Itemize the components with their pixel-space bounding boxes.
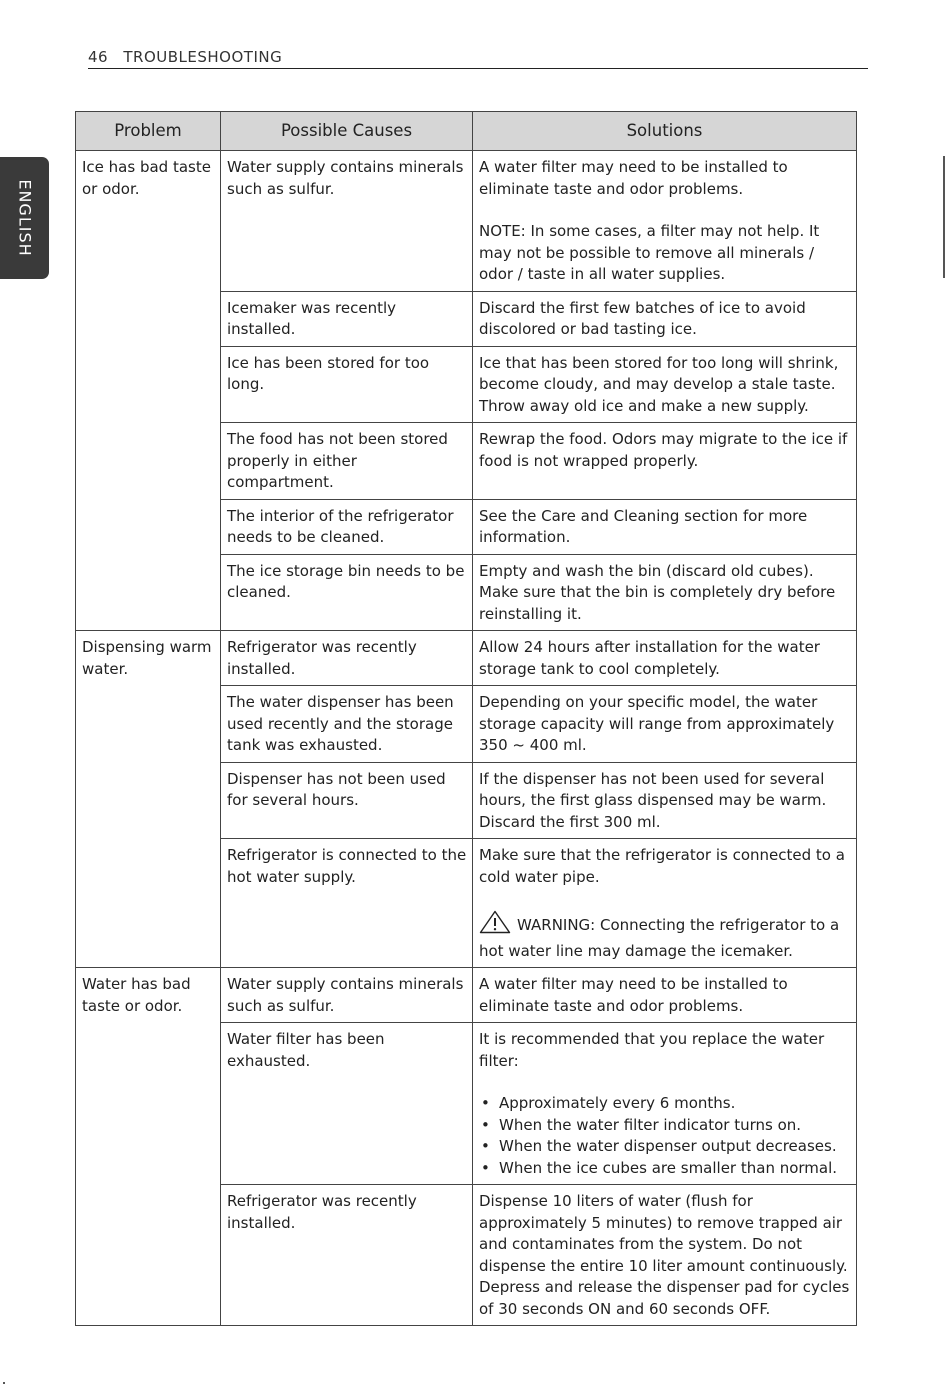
warning-triangle-icon (479, 910, 511, 941)
solution-cell (473, 1023, 857, 1185)
table-row (76, 151, 857, 292)
cause-cell: The interior of the refrigerator needs to be cleaned. (221, 499, 473, 554)
table-row (76, 631, 857, 686)
table-header-row (76, 112, 857, 151)
problem-cell: Water has bad taste or odor. (76, 968, 221, 1326)
cause-cell: Icemaker was recently installed. (221, 291, 473, 346)
cause-cell: Water supply contains minerals such as sulfur. (221, 968, 473, 1023)
solution-cell: Discard the first few batches of ice to avoid discolored or bad tasting ice. (473, 291, 857, 346)
problem-cell: Ice has bad taste or odor. (76, 151, 221, 631)
solution-bullet-list (479, 1093, 851, 1179)
solution-text: Make sure that the refrigerator is connected to a cold water pipe. (479, 846, 845, 886)
solution-cell: If the dispenser has not been used for several hours, the first glass dispensed may be warm. Discard the first 300 ml. (473, 762, 857, 839)
section-title: TROUBLESHOOTING (123, 48, 283, 66)
cause-cell: Refrigerator was recently installed. (221, 1185, 473, 1326)
cause-cell: Water filter has been exhausted. (221, 1023, 473, 1185)
solution-cell: Ice that has been stored for too long will shrink, become cloudy, and may develop a stale taste. Throw away old ice and make a new supply. (473, 346, 857, 423)
cause-cell: Ice has been stored for too long. (221, 346, 473, 423)
list-item: • When the water dispenser output decreases. (479, 1136, 851, 1158)
cause-cell: The ice storage bin needs to be cleaned. (221, 554, 473, 631)
corner-mark (3, 1382, 5, 1384)
list-item: • When the ice cubes are smaller than normal. (479, 1158, 851, 1180)
column-header-problem: Problem (76, 112, 221, 151)
cause-cell: The water dispenser has been used recently and the storage tank was exhausted. (221, 686, 473, 763)
solution-cell: See the Care and Cleaning section for more information. (473, 499, 857, 554)
list-item: • Approximately every 6 months. (479, 1093, 851, 1115)
column-header-causes: Possible Causes (221, 112, 473, 151)
page-number: 46 (88, 48, 109, 66)
troubleshooting-table (75, 111, 857, 1326)
solution-cell: Depending on your specific model, the water storage capacity will range from approximately 350 ~ 400 ml. (473, 686, 857, 763)
list-item: • When the water filter indicator turns on. (479, 1115, 851, 1137)
warning-block (479, 910, 851, 962)
cause-cell: Refrigerator was recently installed. (221, 631, 473, 686)
cause-cell: The food has not been stored properly in either compartment. (221, 423, 473, 500)
problem-cell: Dispensing warm water. (76, 631, 221, 968)
solution-cell (473, 839, 857, 968)
solution-cell (473, 151, 857, 292)
solution-text: It is recommended that you replace the water filter: (479, 1030, 825, 1070)
cause-cell: Water supply contains minerals such as sulfur. (221, 151, 473, 292)
warning-text: WARNING: Connecting the refrigerator to a hot water line may damage the icemaker. (479, 916, 840, 960)
cause-cell: Refrigerator is connected to the hot water supply. (221, 839, 473, 968)
page-header (88, 48, 868, 69)
column-header-solutions: Solutions (473, 112, 857, 151)
solution-cell: A water filter may need to be installed to eliminate taste and odor problems. (473, 968, 857, 1023)
language-tab (0, 157, 49, 279)
solution-cell: Allow 24 hours after installation for the water storage tank to cool completely. (473, 631, 857, 686)
solution-text: A water filter may need to be installed to eliminate taste and odor problems. (479, 158, 788, 198)
solution-cell: Dispense 10 liters of water (flush for approximately 5 minutes) to remove trapped air and contaminates from the system. Do not dispense the entire 10 liter amount continuously. Depress and release the dispenser pad for cycles of 30 seconds ON and 60 seconds OFF. (473, 1185, 857, 1326)
table-row (76, 968, 857, 1023)
solution-cell: Rewrap the food. Odors may migrate to the ice if food is not wrapped properly. (473, 423, 857, 500)
solution-note: NOTE: In some cases, a filter may not help. It may not be possible to remove all minerals / odor / taste in all water supplies. (479, 222, 820, 283)
language-tab-label: ENGLISH (15, 179, 34, 257)
solution-cell: Empty and wash the bin (discard old cubes). Make sure that the bin is completely dry before reinstalling it. (473, 554, 857, 631)
cause-cell: Dispenser has not been used for several hours. (221, 762, 473, 839)
